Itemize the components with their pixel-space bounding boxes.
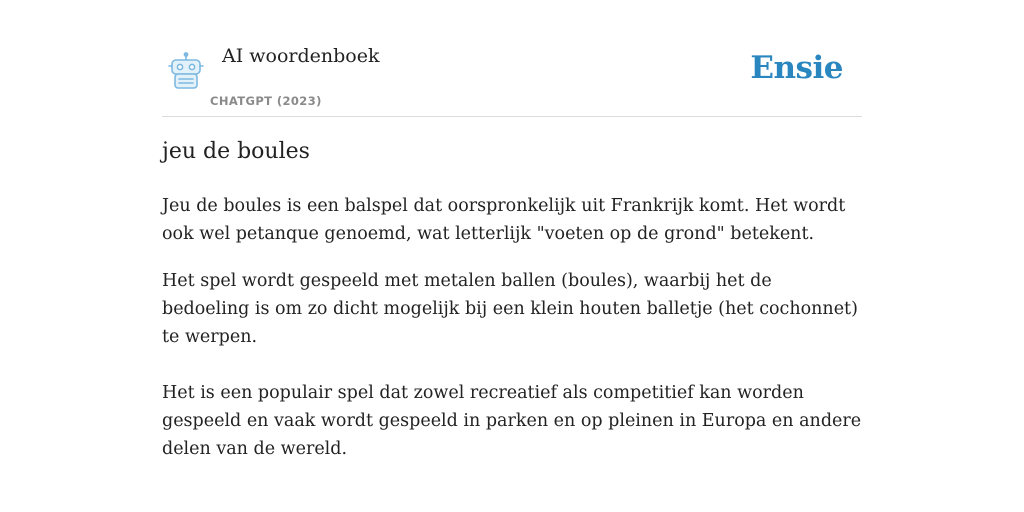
page-container [162, 0, 862, 512]
brand-logo[interactable]: Ensie [750, 50, 843, 86]
header [162, 0, 862, 117]
source-label: CHATGPT (2023) [210, 94, 322, 108]
robot-icon [166, 52, 206, 90]
entry-term: jeu de boules [162, 139, 310, 164]
definition-paragraph: Het is een populair spel dat zowel recreatief als competitief kan worden gespeeld en vaak wordt gespeeld in parken en op pleinen in Europa en andere delen van de wereld. [162, 383, 862, 459]
definition-paragraph: Het spel wordt gespeeld met metalen ballen (boules), waarbij het de bedoeling is om zo dicht mogelijk bij een klein houten balletje (het cochonnet) te werpen. [162, 271, 858, 347]
entry-definition [162, 192, 862, 463]
definition-paragraph: Jeu de boules is een balspel dat oorspronkelijk uit Frankrijk komt. Het wordt ook wel petanque genoemd, wat letterlijk "voeten op de grond" betekent. [162, 196, 846, 244]
site-title[interactable]: AI woordenboek [222, 45, 380, 67]
